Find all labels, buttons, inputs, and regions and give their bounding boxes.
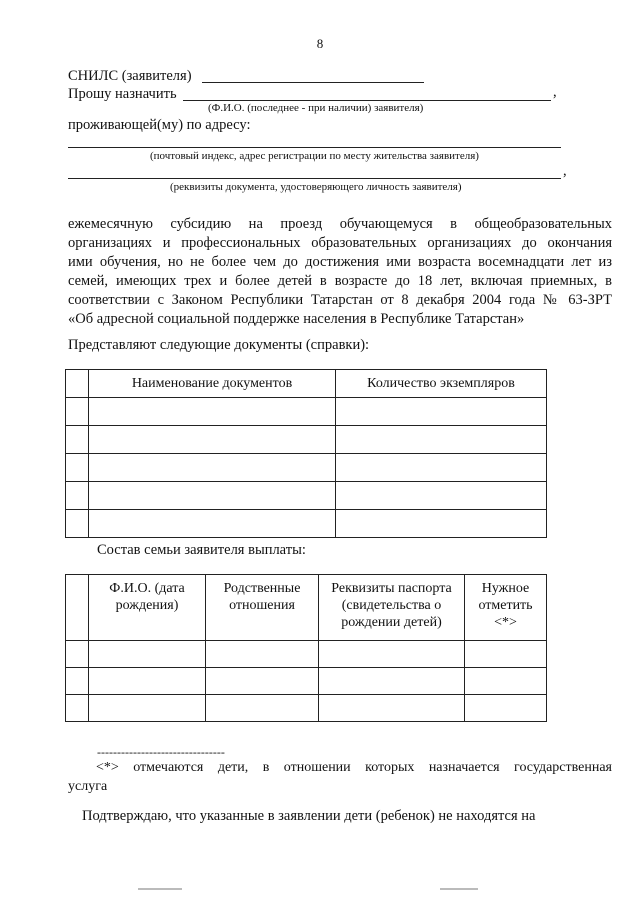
- table-cell[interactable]: [336, 426, 547, 454]
- paragraph-line: «Об адресной социальной поддержке населения в Республике Татарстан»: [68, 311, 525, 327]
- table-cell[interactable]: [66, 641, 89, 668]
- table-cell[interactable]: [336, 482, 547, 510]
- table-row: [66, 454, 547, 482]
- table-row: [66, 668, 547, 695]
- table-cell[interactable]: [206, 668, 319, 695]
- table-cell[interactable]: [66, 668, 89, 695]
- family-table: [65, 574, 547, 722]
- fio-hint: (Ф.И.О. (последнее - при наличии) заявителя): [208, 102, 424, 114]
- documents-table: [65, 369, 547, 538]
- family-header-mark: Нужное отметить <*>: [465, 575, 547, 641]
- document-field-line: [68, 178, 561, 179]
- family-header-num: [66, 575, 89, 641]
- table-cell[interactable]: [319, 695, 465, 722]
- document-hint: (реквизиты документа, удостоверяющего личность заявителя): [170, 181, 462, 193]
- table-cell[interactable]: [89, 695, 206, 722]
- paragraph-line: ими обучения, но не более чем до достижения ими возраста восемнадцати лет из: [68, 254, 612, 270]
- table-cell[interactable]: [206, 641, 319, 668]
- table-row: [66, 695, 547, 722]
- table-cell[interactable]: [89, 482, 336, 510]
- table-cell[interactable]: [319, 641, 465, 668]
- snils-label: СНИЛС (заявителя): [68, 68, 192, 84]
- footnote-line: <*> отмечаются дети, в отношении которых назначается государственная: [96, 760, 612, 775]
- family-header-row: [66, 575, 547, 641]
- table-cell[interactable]: [89, 454, 336, 482]
- documents-header-row: [66, 370, 547, 398]
- family-header-passport: Реквизиты паспорта (свидетельства о рождении детей): [319, 575, 465, 641]
- table-cell[interactable]: [89, 426, 336, 454]
- footnote-line: услуга: [68, 779, 108, 794]
- table-row: [66, 426, 547, 454]
- table-cell[interactable]: [206, 695, 319, 722]
- table-cell[interactable]: [465, 695, 547, 722]
- paragraph-line: ежемесячную субсидию на проезд обучающемуся в общеобразовательных: [68, 216, 612, 232]
- footnote: [68, 758, 612, 796]
- request-label: Прошу назначить: [68, 86, 177, 102]
- paragraph-line: соответствии с Законом Республики Татарстан от 8 декабря 2004 года № 63-ЗРТ: [68, 292, 612, 308]
- table-cell[interactable]: [465, 668, 547, 695]
- family-heading: Состав семьи заявителя выплаты:: [97, 542, 306, 558]
- table-row: [66, 510, 547, 538]
- address-field-line: [68, 147, 561, 148]
- table-row: [66, 398, 547, 426]
- family-header-relation: Родственные отношения: [206, 575, 319, 641]
- table-cell[interactable]: [336, 510, 547, 538]
- table-row: [66, 482, 547, 510]
- table-cell[interactable]: [66, 482, 89, 510]
- document-comma: ,: [563, 163, 567, 179]
- confirm-text: Подтверждаю, что указанные в заявлении дети (ребенок) не находятся на: [82, 808, 536, 824]
- table-cell[interactable]: [89, 398, 336, 426]
- fio-comma: ,: [553, 84, 557, 100]
- table-cell[interactable]: [336, 398, 547, 426]
- scan-artifact: [138, 888, 182, 890]
- snils-field-line: [202, 82, 424, 83]
- family-header-fio: Ф.И.О. (дата рождения): [89, 575, 206, 641]
- residing-label: проживающей(му) по адресу:: [68, 117, 251, 133]
- table-cell[interactable]: [336, 454, 547, 482]
- documents-heading: Представляют следующие документы (справки):: [68, 337, 370, 353]
- subsidy-paragraph: [68, 215, 612, 329]
- paragraph-line: организациях и профессиональных образовательных организациях до окончания: [68, 235, 612, 251]
- documents-header-num: [66, 370, 89, 398]
- fio-field-line: [183, 100, 551, 101]
- footnote-separator: --------------------------------: [97, 745, 225, 759]
- table-cell[interactable]: [89, 668, 206, 695]
- address-hint: (почтовый индекс, адрес регистрации по месту жительства заявителя): [150, 150, 479, 162]
- table-cell[interactable]: [465, 641, 547, 668]
- table-cell[interactable]: [66, 695, 89, 722]
- table-cell[interactable]: [66, 398, 89, 426]
- table-cell[interactable]: [66, 426, 89, 454]
- documents-header-count: Количество экземпляров: [336, 370, 547, 398]
- documents-header-name: Наименование документов: [89, 370, 336, 398]
- table-cell[interactable]: [89, 510, 336, 538]
- table-cell[interactable]: [66, 510, 89, 538]
- page-number: 8: [316, 36, 324, 51]
- table-cell[interactable]: [66, 454, 89, 482]
- paragraph-line: семей, имеющих трех и более детей в возрасте до 18 лет, включая приемных, в: [68, 273, 612, 289]
- table-cell[interactable]: [319, 668, 465, 695]
- table-cell[interactable]: [89, 641, 206, 668]
- scan-artifact: [440, 888, 478, 890]
- table-row: [66, 641, 547, 668]
